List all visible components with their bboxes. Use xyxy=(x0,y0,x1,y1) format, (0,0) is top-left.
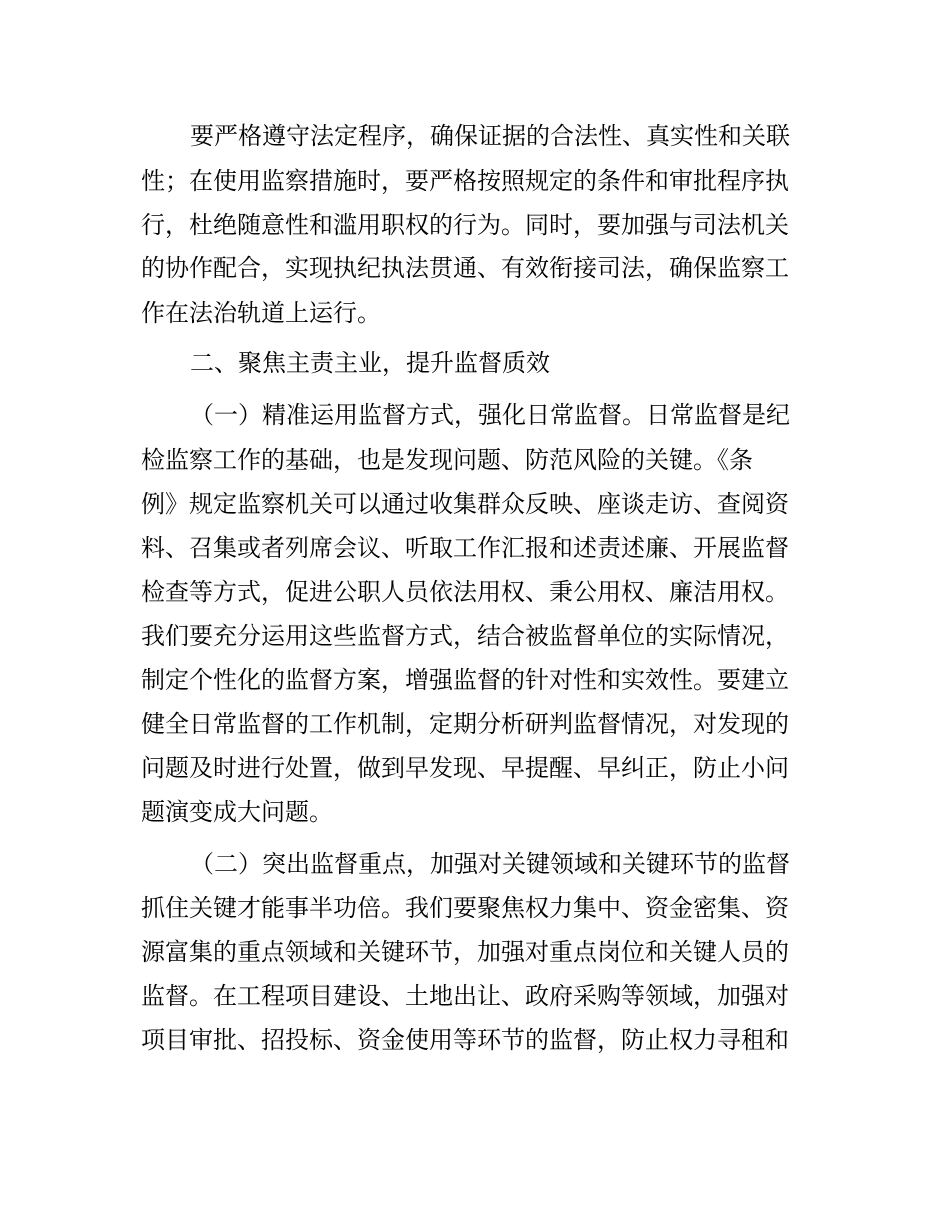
paragraph-line: 我们要充分运用这些监督方式，结合被监督单位的实际情况， xyxy=(141,622,789,650)
paragraph-line: （二）突出监督重点，加强对关键领域和关键环节的监督 xyxy=(190,850,790,878)
paragraph-line: （一）精准运用监督方式，强化日常监督。日常监督是纪 xyxy=(190,401,790,429)
paragraph-line: 作在法治轨道上运行。 xyxy=(141,299,381,327)
paragraph-line: 检监察工作的基础，也是发现问题、防范风险的关键。《条 xyxy=(141,446,753,474)
paragraph-line: 制定个性化的监督方案，增强监督的针对性和实效性。要建立 xyxy=(141,666,789,694)
paragraph-line: 题演变成大问题。 xyxy=(141,798,333,826)
paragraph-line: 检查等方式，促进公职人员依法用权、秉公用权、廉洁用权。 xyxy=(141,578,789,606)
paragraph-line: 抓住关键才能事半功倍。我们要聚焦权力集中、资金密集、资 xyxy=(141,894,789,922)
paragraph-line: 项目审批、招投标、资金使用等环节的监督，防止权力寻租和 xyxy=(141,1026,789,1054)
paragraph-line: 监督。在工程项目建设、土地出让、政府采购等领域，加强对 xyxy=(141,982,789,1010)
paragraph-line: 问题及时进行处置，做到早发现、早提醒、早纠正，防止小问 xyxy=(141,754,789,782)
paragraph-line: 性；在使用监察措施时，要严格按照规定的条件和审批程序执 xyxy=(141,167,789,195)
paragraph-line: 例》规定监察机关可以通过收集群众反映、座谈走访、查阅资 xyxy=(141,490,789,518)
paragraph-line: 源富集的重点领域和关键环节，加强对重点岗位和关键人员的 xyxy=(141,938,789,966)
section-heading: 二、聚焦主责主业，提升监督质效 xyxy=(190,349,550,377)
paragraph-line: 的协作配合，实现执纪执法贯通、有效衔接司法，确保监察工 xyxy=(141,254,789,282)
paragraph-line: 要严格遵守法定程序，确保证据的合法性、真实性和关联 xyxy=(190,122,790,150)
paragraph-line: 健全日常监督的工作机制，定期分析研判监督情况，对发现的 xyxy=(141,710,789,738)
paragraph-line: 料、召集或者列席会议、听取工作汇报和述责述廉、开展监督 xyxy=(141,534,789,562)
paragraph-line: 行，杜绝随意性和滥用职权的行为。同时，要加强与司法机关 xyxy=(141,211,789,239)
